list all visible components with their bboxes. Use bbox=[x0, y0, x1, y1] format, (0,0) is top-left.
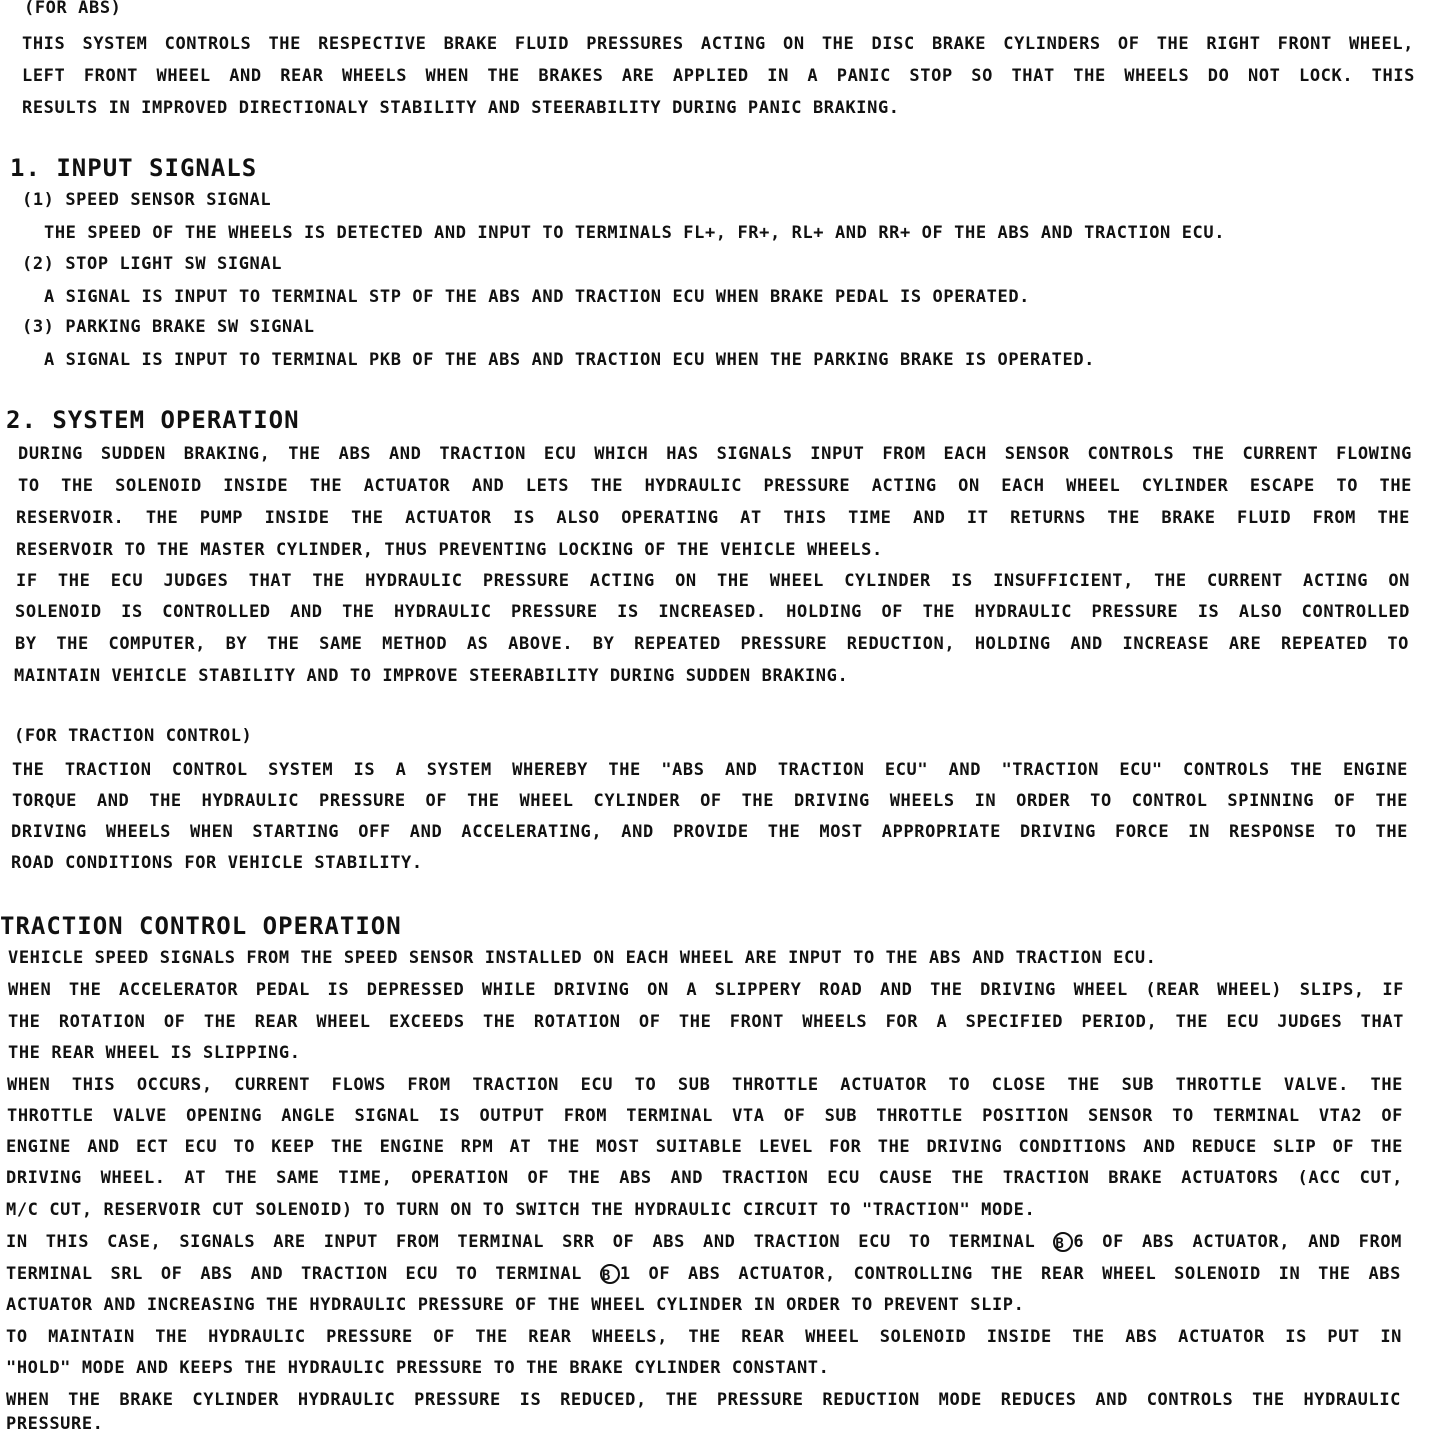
tc-operation-line: ACTUATOR AND INCREASING THE HYDRAULIC PRESSURE OF THE WHEEL CYLINDER IN ORDER TO PREVENT SLIP. bbox=[6, 1295, 1025, 1315]
tc-operation-line: IN THIS CASE, SIGNALS ARE INPUT FROM TERMINAL SRR OF ABS AND TRACTION ECU TO TERMINAL B 6 OF ABS ACTUATOR, AND FROM bbox=[6, 1232, 1402, 1252]
parking-brake-label: (3) PARKING BRAKE SW SIGNAL bbox=[22, 317, 315, 337]
input-signals-title: 1. INPUT SIGNALS bbox=[10, 154, 258, 182]
parking-brake-desc: A SIGNAL IS INPUT TO TERMINAL PKB OF THE ABS AND TRACTION ECU WHEN THE PARKING BRAKE IS OPERATED. bbox=[44, 350, 1096, 370]
system-operation-line: MAINTAIN VEHICLE STABILITY AND TO IMPROVE STEERABILITY DURING SUDDEN BRAKING. bbox=[14, 666, 849, 686]
stop-light-desc: A SIGNAL IS INPUT TO TERMINAL STP OF THE ABS AND TRACTION ECU WHEN BRAKE PEDAL IS OPERATED. bbox=[44, 287, 1030, 307]
tc-operation-line: WHEN THIS OCCURS, CURRENT FLOWS FROM TRACTION ECU TO SUB THROTTLE ACTUATOR TO CLOSE THE SUB THROTTLE VALVE. THE bbox=[7, 1075, 1403, 1095]
abs-intro-line: RESULTS IN IMPROVED DIRECTIONALY STABILITY AND STEERABILITY DURING PANIC BRAKING. bbox=[22, 98, 900, 118]
tc-operation-line: THE ROTATION OF THE REAR WHEEL EXCEEDS THE ROTATION OF THE FRONT WHEELS FOR A SPECIFIED PERIOD, THE ECU JUDGES THAT bbox=[8, 1012, 1404, 1032]
system-operation-line: BY THE COMPUTER, BY THE SAME METHOD AS ABOVE. BY REPEATED PRESSURE REDUCTION, HOLDING AND INCREASE ARE REPEATED TO bbox=[15, 634, 1409, 654]
tc-operation-line: ENGINE AND ECT ECU TO KEEP THE ENGINE RPM AT THE MOST SUITABLE LEVEL FOR THE DRIVING CONDITIONS AND REDUCE SLIP OF THE bbox=[6, 1137, 1403, 1157]
system-operation-line: RESERVOIR. THE PUMP INSIDE THE ACTUATOR IS ALSO OPERATING AT THIS TIME AND IT RETURNS THE BRAKE FLUID FROM THE bbox=[16, 508, 1410, 528]
system-operation-line: TO THE SOLENOID INSIDE THE ACTUATOR AND LETS THE HYDRAULIC PRESSURE ACTING ON EACH WHEEL CYLINDER ESCAPE TO THE bbox=[18, 476, 1412, 496]
tc-operation-title: TRACTION CONTROL OPERATION bbox=[0, 912, 402, 940]
system-operation-line: IF THE ECU JUDGES THAT THE HYDRAULIC PRESSURE ACTING ON THE WHEEL CYLINDER IS INSUFFICIENT, THE CURRENT ACTING ON bbox=[16, 571, 1410, 591]
speed-sensor-label: (1) SPEED SENSOR SIGNAL bbox=[22, 190, 272, 210]
tc-operation-line: PRESSURE. bbox=[6, 1414, 104, 1434]
system-operation-line: DURING SUDDEN BRAKING, THE ABS AND TRACTION ECU WHICH HAS SIGNALS INPUT FROM EACH SENSOR CONTROLS THE CURRENT FLOWING bbox=[18, 444, 1412, 464]
stop-light-label: (2) STOP LIGHT SW SIGNAL bbox=[22, 254, 283, 274]
tc-operation-line: THROTTLE VALVE OPENING ANGLE SIGNAL IS OUTPUT FROM TERMINAL VTA OF SUB THROTTLE POSITION SENSOR TO TERMINAL VTA2 OF bbox=[7, 1106, 1403, 1126]
connector-b-icon: B bbox=[1053, 1232, 1073, 1252]
tc-operation-line: DRIVING WHEEL. AT THE SAME TIME, OPERATION OF THE ABS AND TRACTION ECU CAUSE THE TRACTION BRAKE ACTUATORS (ACC CUT, bbox=[6, 1168, 1403, 1188]
tc-operation-line: WHEN THE ACCELERATOR PEDAL IS DEPRESSED WHILE DRIVING ON A SLIPPERY ROAD AND THE DRIVING WHEEL (REAR WHEEL) SLIPS, IF bbox=[8, 980, 1404, 1000]
traction-line: TORQUE AND THE HYDRAULIC PRESSURE OF THE WHEEL CYLINDER OF THE DRIVING WHEELS IN ORDER TO CONTROL SPINNING OF THE bbox=[12, 791, 1408, 811]
tc-operation-line: THE REAR WHEEL IS SLIPPING. bbox=[8, 1043, 301, 1063]
abs-intro-line: THIS SYSTEM CONTROLS THE RESPECTIVE BRAKE FLUID PRESSURES ACTING ON THE DISC BRAKE CYLINDERS OF THE RIGHT FRONT WHEEL, bbox=[22, 34, 1414, 54]
tc-operation-line: WHEN THE BRAKE CYLINDER HYDRAULIC PRESSURE IS REDUCED, THE PRESSURE REDUCTION MODE REDUCES AND CONTROLS THE HYDRAULIC bbox=[6, 1390, 1401, 1410]
tc-operation-line: TERMINAL SRL OF ABS AND TRACTION ECU TO TERMINAL B 1 OF ABS ACTUATOR, CONTROLLING THE REAR WHEEL SOLENOID IN THE ABS bbox=[6, 1264, 1401, 1284]
tc-operation-line: TO MAINTAIN THE HYDRAULIC PRESSURE OF THE REAR WHEELS, THE REAR WHEEL SOLENOID INSIDE THE ABS ACTUATOR IS PUT IN bbox=[6, 1327, 1402, 1347]
traction-line: DRIVING WHEELS WHEN STARTING OFF AND ACCELERATING, AND PROVIDE THE MOST APPROPRIATE DRIVING FORCE IN RESPONSE TO THE bbox=[11, 822, 1408, 842]
tc-operation-line: "HOLD" MODE AND KEEPS THE HYDRAULIC PRESSURE TO THE BRAKE CYLINDER CONSTANT. bbox=[6, 1358, 830, 1378]
system-operation-line: SOLENOID IS CONTROLLED AND THE HYDRAULIC PRESSURE IS INCREASED. HOLDING OF THE HYDRAULIC PRESSURE IS ALSO CONTROLLED bbox=[15, 602, 1410, 622]
connector-b-icon: B bbox=[600, 1264, 620, 1284]
system-operation-line: RESERVOIR TO THE MASTER CYLINDER, THUS PREVENTING LOCKING OF THE VEHICLE WHEELS. bbox=[16, 540, 883, 560]
abs-heading: (FOR ABS) bbox=[24, 0, 122, 18]
traction-line: ROAD CONDITIONS FOR VEHICLE STABILITY. bbox=[11, 853, 423, 873]
traction-line: THE TRACTION CONTROL SYSTEM IS A SYSTEM WHEREBY THE "ABS AND TRACTION ECU" AND "TRACTION ECU" CONTROLS THE ENGINE bbox=[12, 760, 1408, 780]
tc-operation-line: VEHICLE SPEED SIGNALS FROM THE SPEED SENSOR INSTALLED ON EACH WHEEL ARE INPUT TO THE ABS AND TRACTION ECU. bbox=[8, 948, 1157, 968]
abs-intro-line: LEFT FRONT WHEEL AND REAR WHEELS WHEN THE BRAKES ARE APPLIED IN A PANIC STOP SO THAT THE WHEELS DO NOT LOCK. THIS bbox=[22, 66, 1415, 86]
system-operation-title: 2. SYSTEM OPERATION bbox=[6, 406, 300, 434]
traction-heading: (FOR TRACTION CONTROL) bbox=[14, 726, 253, 746]
tc-operation-line: M/C CUT, RESERVOIR CUT SOLENOID) TO TURN ON TO SWITCH THE HYDRAULIC CIRCUIT TO "TRACTION" MODE. bbox=[6, 1200, 1036, 1220]
speed-sensor-desc: THE SPEED OF THE WHEELS IS DETECTED AND INPUT TO TERMINALS FL+, FR+, RL+ AND RR+ OF THE ABS AND TRACTION ECU. bbox=[44, 223, 1226, 243]
